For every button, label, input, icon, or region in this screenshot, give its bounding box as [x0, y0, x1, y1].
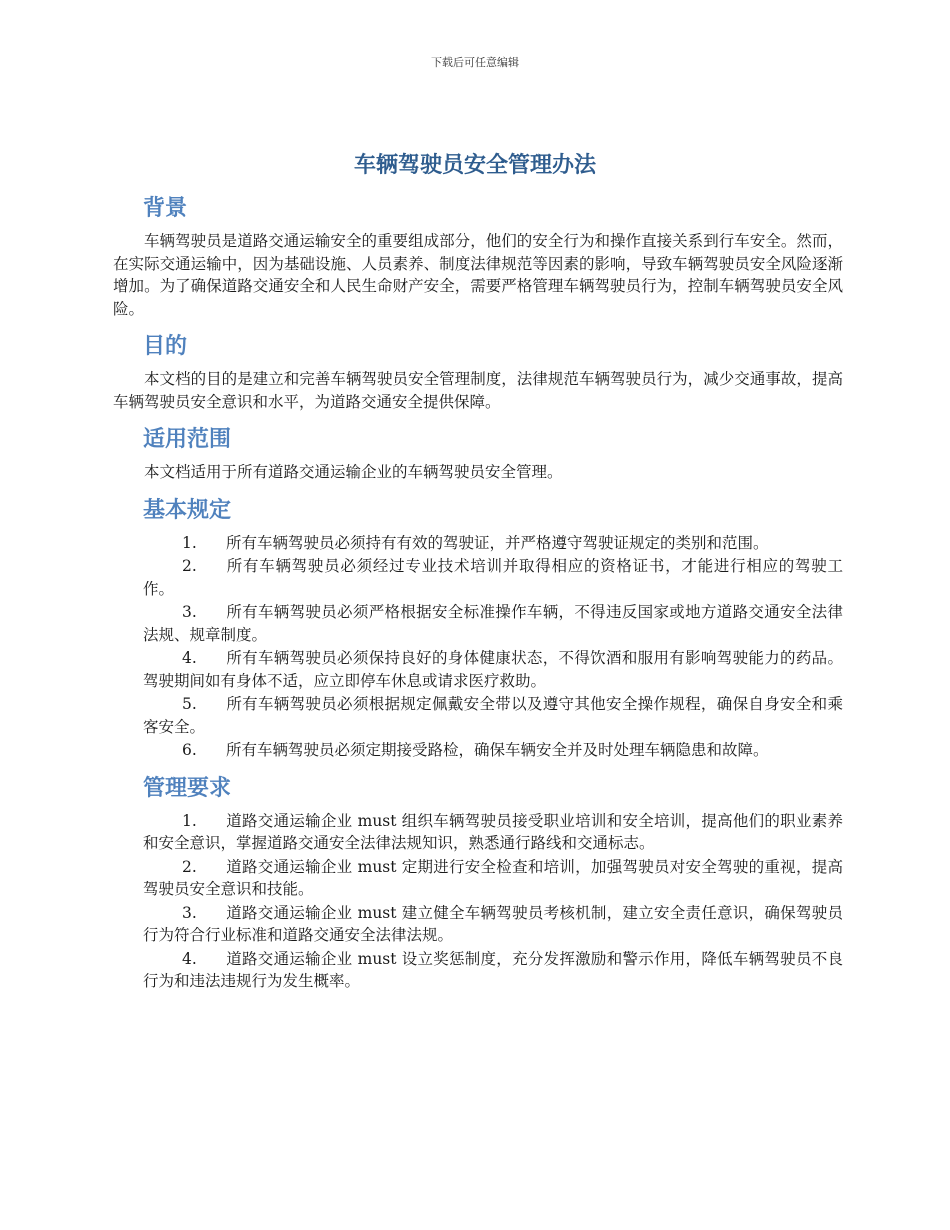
list-number: 3.: [182, 903, 197, 922]
list-item: [143, 856, 843, 901]
list-item: [143, 647, 843, 692]
section-heading: 基本规定: [143, 497, 232, 523]
list-text: 道路交通运输企业 must 组织车辆驾驶员接受职业培训和安全培训，提高他们的职业素养和安全意识，掌握道路交通安全法律法规知识，熟悉通行路线和交通标志。: [143, 811, 843, 852]
header-note: 下载后可任意编辑: [431, 56, 519, 69]
list-text: 道路交通运输企业 must 建立健全车辆驾驶员考核机制，建立安全责任意识，确保驾驶员行为符合行业标准和道路交通安全法律法规。: [143, 903, 843, 944]
list-text: 道路交通运输企业 must 设立奖惩制度，充分发挥激励和警示作用，降低车辆驾驶员不良行为和违法违规行为发生概率。: [143, 949, 843, 990]
list-item: [143, 601, 843, 646]
section-heading: 适用范围: [143, 427, 232, 452]
list-text: 所有车辆驾驶员必须定期接受路检，确保车辆安全并及时处理车辆隐患和故障。: [226, 741, 769, 759]
list-item: [143, 810, 843, 855]
section-basic-rules: [113, 494, 843, 762]
list-text: 所有车辆驾驶员必须保持良好的身体健康状态，不得饮酒和服用有影响驾驶能力的药品。驾驶期间如有身体不适，应立即停车休息或请求医疗救助。: [143, 649, 843, 690]
list-text: 所有车辆驾驶员必须严格根据安全标准操作车辆，不得违反国家或地方道路交通安全法律法规、规章制度。: [143, 603, 843, 644]
section-paragraph: 本文档适用于所有道路交通运输企业的车辆驾驶员安全管理。: [144, 463, 563, 481]
list-item: [143, 948, 843, 993]
list-item: [143, 532, 843, 555]
list-number: 5.: [182, 695, 197, 713]
list-item: [143, 693, 843, 738]
list-number: 1.: [182, 533, 197, 552]
list-number: 3.: [182, 603, 197, 621]
list-text: 道路交通运输企业 must 定期进行安全检查和培训，加强驾驶员对安全驾驶的重视，提高驾驶员安全意识和技能。: [143, 857, 843, 898]
list-number: 1.: [182, 811, 197, 830]
section-heading: 管理要求: [143, 775, 232, 801]
list-number: 2.: [182, 857, 197, 876]
list-number: 2.: [182, 557, 197, 575]
section-purpose: [113, 330, 843, 413]
list-text: 所有车辆驾驶员必须持有有效的驾驶证，并严格遵守驾驶证规定的类别和范围。: [226, 533, 769, 552]
document-body: [113, 192, 843, 1003]
list-item: [143, 902, 843, 947]
section-heading: 背景: [143, 196, 188, 221]
requirements-list: [143, 810, 843, 993]
list-number: 6.: [182, 741, 197, 759]
section-scope: [113, 423, 843, 484]
rules-list: [143, 532, 843, 762]
page-title: 车辆驾驶员安全管理办法: [353, 153, 596, 178]
section-background: [113, 192, 843, 320]
list-number: 4.: [182, 649, 197, 667]
section-paragraph: 车辆驾驶员是道路交通运输安全的重要组成部分，他们的安全行为和操作直接关系到行车安全。然而，在实际交通运输中，因为基础设施、人员素养、制度法律规范等因素的影响，导致车辆驾驶员安全风险逐渐增加。为了确保道路交通安全和人民生命财产安全，需要严格管理车辆驾驶员行为，控制车辆驾驶员安全风险。: [113, 232, 843, 318]
section-management-requirements: [113, 772, 843, 993]
section-heading: 目的: [143, 334, 188, 359]
list-text: 所有车辆驾驶员必须根据规定佩戴安全带以及遵守其他安全操作规程，确保自身安全和乘客安全。: [143, 695, 843, 736]
list-text: 所有车辆驾驶员必须经过专业技术培训并取得相应的资格证书，才能进行相应的驾驶工作。: [143, 557, 843, 598]
section-paragraph: 本文档的目的是建立和完善车辆驾驶员安全管理制度，法律规范车辆驾驶员行为，减少交通事故，提高车辆驾驶员安全意识和水平，为道路交通安全提供保障。: [113, 370, 843, 411]
list-item: [143, 739, 843, 762]
list-number: 4.: [182, 949, 197, 968]
list-item: [143, 555, 843, 600]
